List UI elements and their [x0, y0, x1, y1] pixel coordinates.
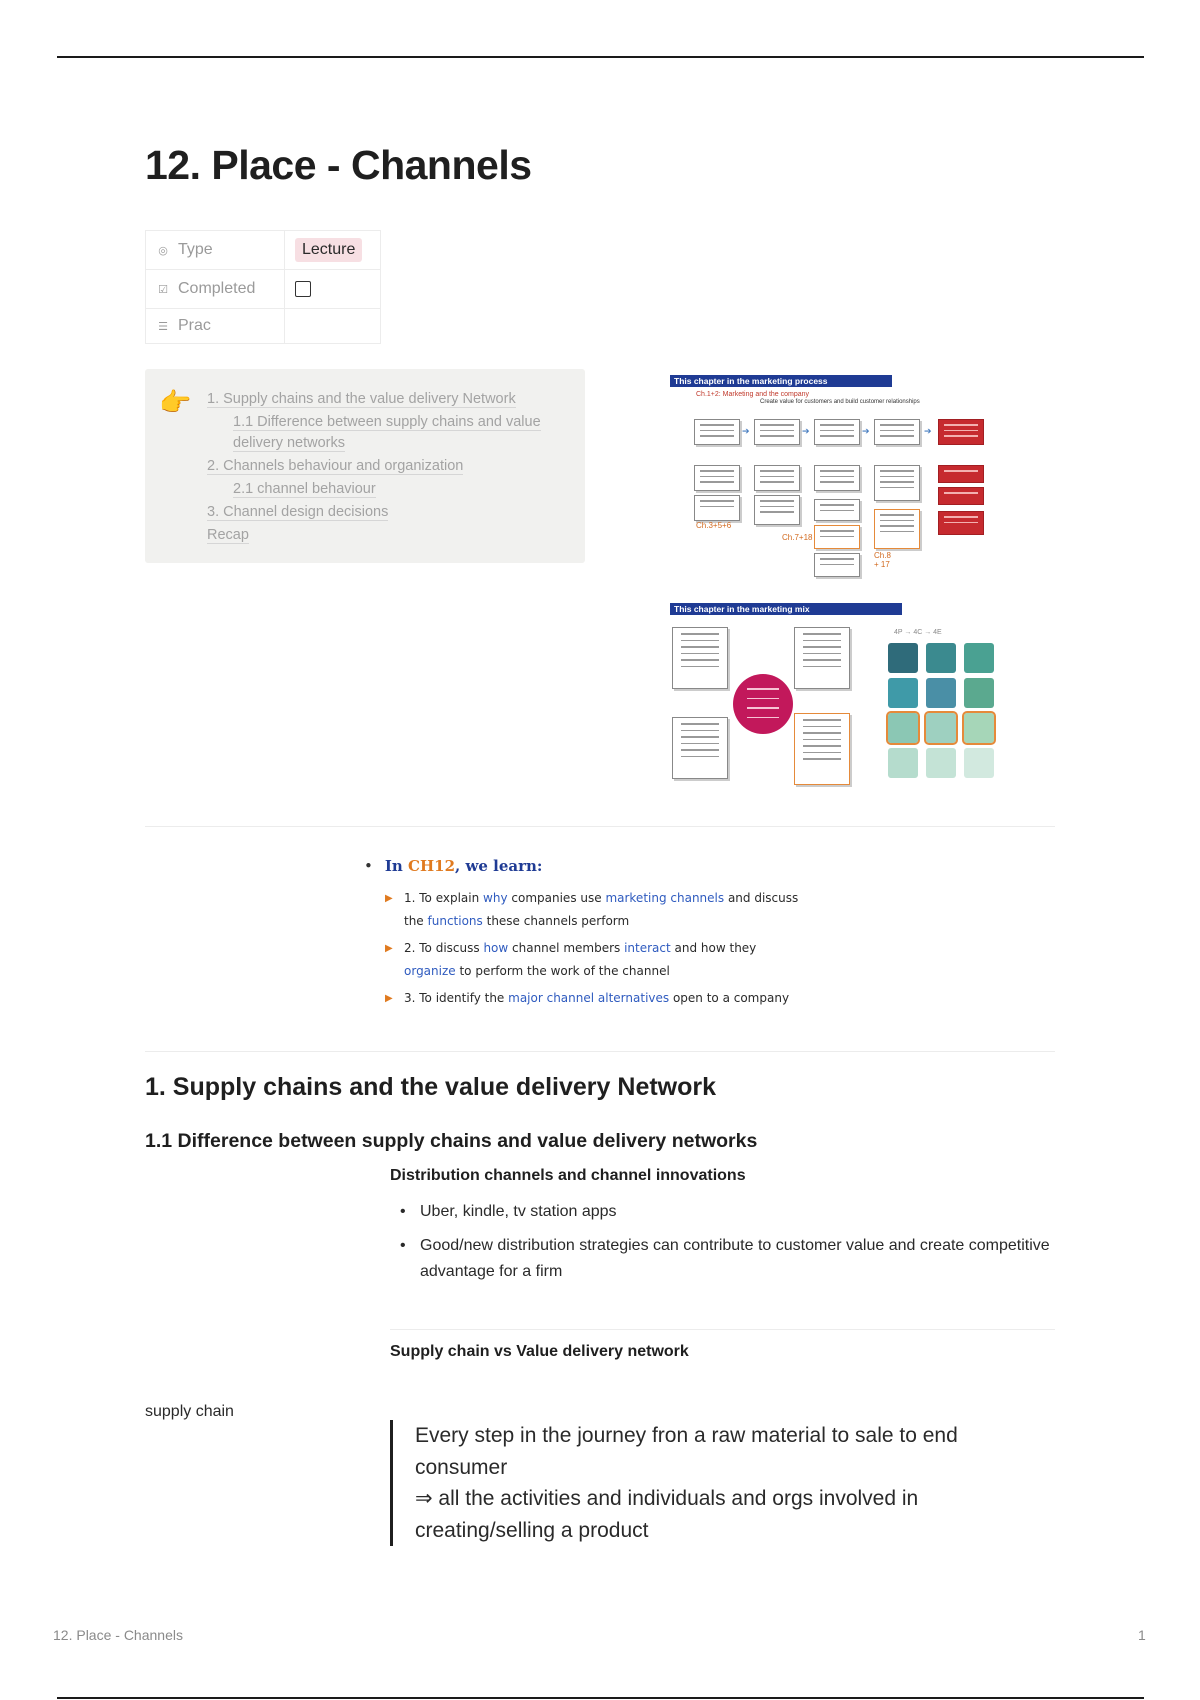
target-customers-circle	[733, 674, 793, 734]
tile-icon	[926, 713, 956, 743]
objective-text: 1. To explain	[404, 891, 484, 905]
objective-text: and how they	[670, 941, 757, 955]
page-title: 12. Place - Channels	[145, 142, 532, 188]
property-row-type[interactable]	[146, 231, 380, 270]
toc-item[interactable]: 1.1 Difference between supply chains and value delivery networks	[233, 414, 541, 451]
toc-item[interactable]: 1. Supply chains and the value delivery Network	[207, 391, 516, 407]
property-key: Prac	[178, 317, 211, 334]
quote-line: Every step in the journey fron a raw material to sale to end consumer	[415, 1424, 958, 1479]
mix-top-label: 4P → 4C → 4E	[894, 629, 942, 636]
highlighted-text: marketing channels	[605, 891, 725, 905]
tile-icon	[964, 643, 994, 673]
marketing-mix-figure	[670, 599, 1002, 789]
diagram-box	[694, 465, 740, 491]
divider	[145, 1051, 1055, 1052]
promotion-box	[672, 717, 728, 779]
objective-text: these channels perform	[482, 914, 630, 928]
highlighted-text: functions	[427, 914, 483, 928]
bottom-rule	[57, 1697, 1144, 1699]
marketing-process-figure	[670, 371, 1002, 576]
arrow-icon: ➔	[802, 426, 810, 436]
objective-text: and discuss	[724, 891, 799, 905]
diagram-box	[814, 499, 860, 521]
highlighted-text: how	[483, 941, 509, 955]
arrow-icon: ➔	[742, 426, 750, 436]
comparison-heading: Supply chain vs Value delivery network	[390, 1343, 689, 1360]
tile-icon	[888, 678, 918, 708]
supply-chain-label: supply chain	[145, 1403, 234, 1420]
objective-text: open to a company	[669, 991, 790, 1005]
triangle-bullet-icon: ▶	[385, 943, 393, 954]
highlighted-text: organize	[404, 964, 456, 978]
objective-item	[364, 937, 924, 983]
diagram-box	[814, 465, 860, 491]
diagram-box	[754, 419, 800, 445]
property-row-completed[interactable]	[146, 270, 380, 309]
diagram-box	[754, 495, 800, 525]
diagram-box	[694, 495, 740, 521]
triangle-bullet-icon: ▶	[385, 893, 393, 904]
divider	[145, 826, 1055, 827]
property-key: Type	[178, 241, 213, 258]
toc-callout	[145, 369, 585, 563]
tile-icon	[888, 748, 918, 778]
place-box	[794, 713, 850, 785]
completed-checkbox[interactable]	[295, 281, 311, 297]
chapter-label: Ch.3+5+6	[696, 521, 732, 530]
figure-subtitle: Ch.1+2: Marketing and the company	[696, 391, 810, 398]
highlighted-text: major channel alternatives	[508, 991, 670, 1005]
diagram-box	[938, 487, 984, 505]
diagram-box	[938, 511, 984, 535]
tile-icon	[888, 713, 918, 743]
top-rule	[57, 56, 1144, 58]
highlighted-text: why	[483, 891, 508, 905]
definition-quote	[390, 1420, 1055, 1546]
page-number: 1	[1138, 1627, 1146, 1643]
section-heading: 1. Supply chains and the value delivery Network	[145, 1073, 717, 1101]
arrow-icon: ➔	[862, 426, 870, 436]
table-of-contents	[207, 389, 577, 548]
learning-objectives	[364, 857, 924, 1010]
properties-table	[145, 230, 381, 344]
list-item: • Uber, kindle, tv station apps	[400, 1199, 1070, 1225]
objective-item	[364, 987, 924, 1010]
chapter-label: Ch.7+18	[782, 533, 813, 542]
diagram-box	[814, 419, 860, 445]
tile-icon	[926, 678, 956, 708]
triangle-bullet-icon: ▶	[385, 993, 393, 1004]
figure-header: This chapter in the marketing mix	[670, 603, 902, 615]
list-item: • Good/new distribution strategies can contribute to customer value and create competitive advantage for a firm	[400, 1233, 1070, 1285]
diagram-box	[754, 465, 800, 491]
objective-text: the	[404, 914, 428, 928]
highlighted-text: interact	[624, 941, 671, 955]
divider	[390, 1329, 1055, 1330]
distribution-heading: Distribution channels and channel innovations	[390, 1167, 746, 1184]
list-icon: ☰	[158, 320, 168, 333]
diagram-box	[814, 525, 860, 549]
tile-icon	[888, 643, 918, 673]
footer-title: 12. Place - Channels	[53, 1627, 183, 1643]
property-row-prac[interactable]	[146, 309, 380, 343]
diagram-box	[938, 419, 984, 445]
diagram-box	[814, 553, 860, 577]
tile-icon	[926, 643, 956, 673]
toc-item[interactable]: 3. Channel design decisions	[207, 504, 389, 520]
subsection-heading: 1.1 Difference between supply chains and value delivery networks	[145, 1130, 758, 1152]
objective-text: to perform the work of the channel	[455, 964, 670, 978]
diagram-box	[874, 465, 920, 501]
tile-icon	[926, 748, 956, 778]
chapter-label: Ch.8 + 17	[874, 551, 891, 569]
diagram-box	[938, 465, 984, 483]
tile-icon	[964, 678, 994, 708]
objective-text: channel members	[508, 941, 625, 955]
objectives-lead: • In CH12, we learn:	[364, 857, 543, 875]
figure-header: This chapter in the marketing process	[670, 375, 892, 387]
diagram-box	[874, 419, 920, 445]
prac-value[interactable]	[285, 309, 380, 343]
checkbox-property-icon: ☑	[158, 283, 168, 296]
objective-text: 3. To identify the	[404, 991, 509, 1005]
property-key: Completed	[178, 280, 256, 297]
diagram-box	[694, 419, 740, 445]
arrow-icon: ➔	[924, 426, 932, 436]
toc-item[interactable]: 2.1 channel behaviour	[233, 481, 376, 497]
type-badge[interactable]: Lecture	[295, 238, 362, 262]
diagram-box	[874, 509, 920, 549]
toc-item[interactable]: 2. Channels behaviour and organization	[207, 458, 464, 474]
product-box	[672, 627, 728, 689]
objective-text: companies use	[507, 891, 606, 905]
toc-item[interactable]: Recap	[207, 527, 249, 543]
quote-line: ⇒ all the activities and individuals and orgs involved in creating/selling a product	[415, 1487, 919, 1542]
price-box	[794, 627, 850, 689]
tile-icon	[964, 748, 994, 778]
tile-icon	[964, 713, 994, 743]
type-icon: ◎	[158, 244, 168, 257]
objective-item	[364, 887, 924, 933]
figure-caption: Create value for customers and build customer relationships	[760, 399, 920, 405]
objective-text: 2. To discuss	[404, 941, 484, 955]
pointing-hand-icon: 👉	[159, 387, 192, 417]
